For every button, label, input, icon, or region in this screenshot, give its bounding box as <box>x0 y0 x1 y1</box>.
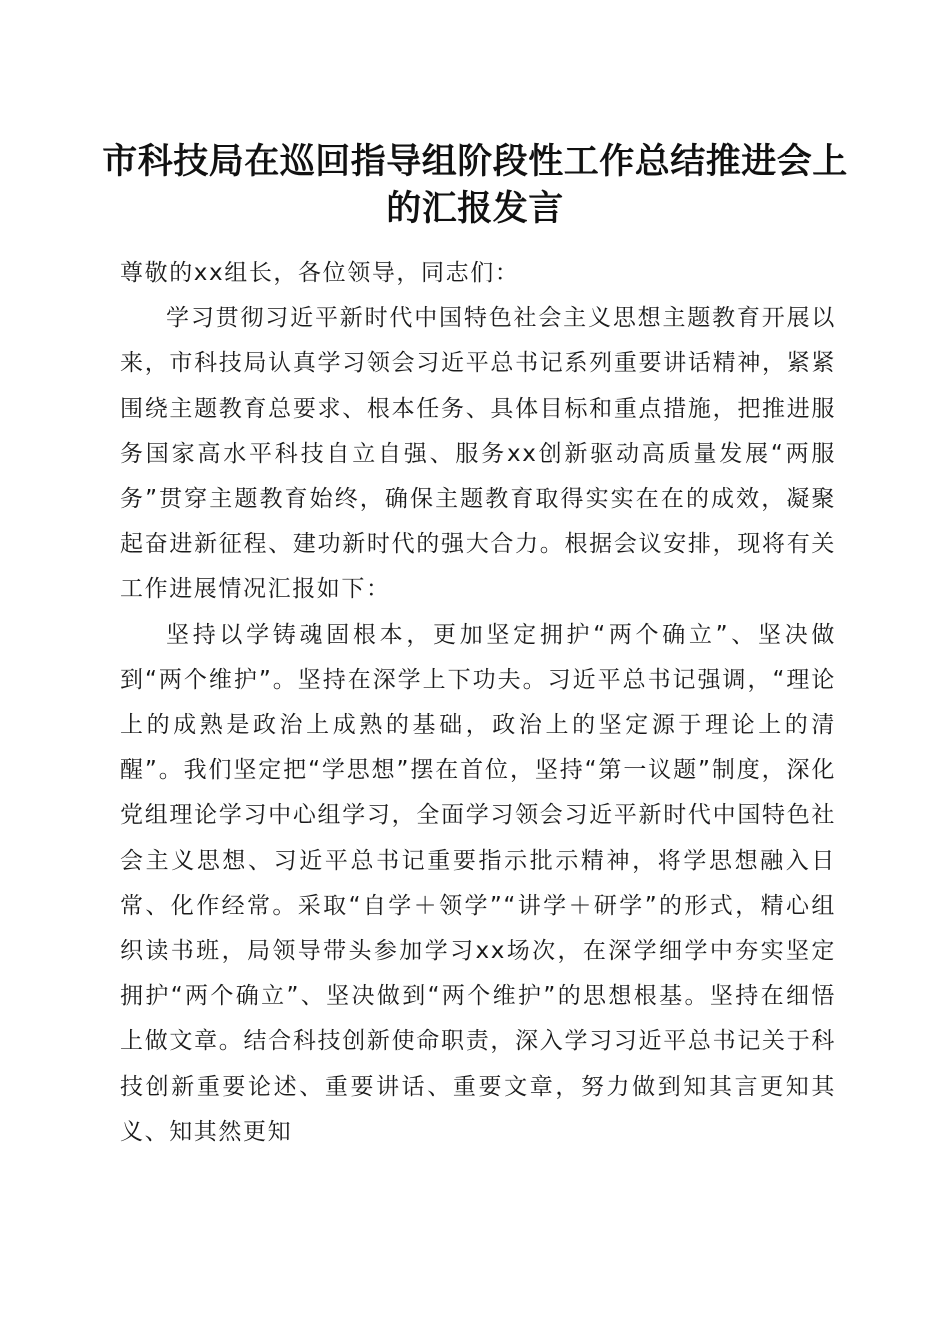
document-body <box>120 251 836 1155</box>
paragraph-intro: 学习贯彻习近平新时代中国特色社会主义思想主题教育开展以来，市科技局认真学习领会习近平总书记系列重要讲话精神，紧紧围绕主题教育总要求、根本任务、具体目标和重点措施，把推进服务国家高水平科技自立自强、服务xx创新驱动高质量发展“两服务”贯穿主题教育始终，确保主题教育取得实实在在的成效，凝聚起奋进新征程、建功新时代的强大合力。根据会议安排，现将有关工作进展情况汇报如下： <box>120 305 836 603</box>
paragraph-study: 坚持以学铸魂固根本，更加坚定拥护“两个确立”、坚决做到“两个维护”。坚持在深学上下功夫。习近平总书记强调，“理论上的成熟是政治上成熟的基础，政治上的坚定源于理论上的清醒”。我们坚定把“学思想”摆在首位，坚持“第一议题”制度，深化党组理论学习中心组学习，全面学习领会习近平新时代中国特色社会主义思想、习近平总书记重要指示批示精神，将学思想融入日常、化作经常。采取“自学＋领学”“讲学＋研学”的形式，精心组织读书班，局领导带头参加学习xx场次，在深学细学中夯实坚定拥护“两个确立”、坚决做到“两个维护”的思想根基。坚持在细悟上做文章。结合科技创新使命职责，深入学习习近平总书记关于科技创新重要论述、重要讲话、重要文章，努力做到知其言更知其义、知其然更知 <box>120 621 836 1145</box>
salutation: 尊敬的xx组长，各位领导，同志们： <box>120 260 520 286</box>
document-title: 市科技局在巡回指导组阶段性工作总结推进会上的汇报发言 <box>102 141 848 229</box>
